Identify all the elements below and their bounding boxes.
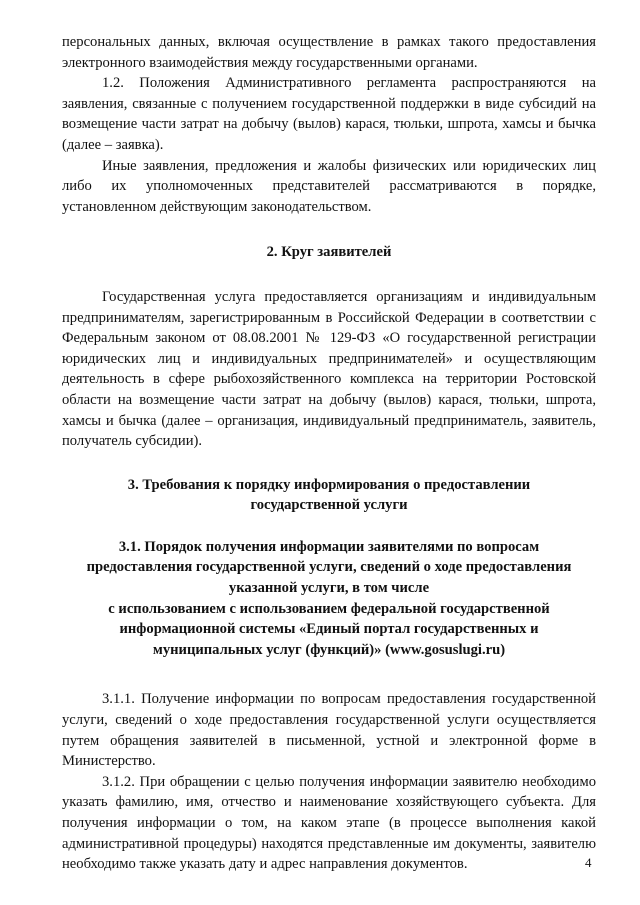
heading-section-3: [62, 475, 596, 516]
document-page: [62, 32, 596, 875]
paragraph-other-appeals: Иные заявления, предложения и жалобы физических или юридических лиц либо их уполномоченных представителей рассматриваются в порядке, установленном действующим законодательством.: [62, 157, 596, 215]
paragraph-3-1-2: 3.1.2. При обращении с целью получения информации заявителю необходимо указать фамилию, имя, отчество и наименование хозяйствующего субъекта. Для получения информации о том, на каком этапе (в процессе выполнения какой административной процедуры) находятся представленные им документы, заявителю необходимо также указать дату и адрес направления документов.: [62, 773, 596, 873]
heading-3-1-line-1: 3.1. Порядок получения информации заявителями по вопросам: [118, 538, 540, 555]
paragraph-1-2: 1.2. Положения Административного регламента распространяются на заявления, связанные с получением государственной поддержки в виде субсидий на возмещение части затрат на добычу (вылов) карася, тюльки, шпрота, хамсы и бычка (далее – заявка).: [62, 75, 596, 153]
heading-section-3-1: [62, 537, 596, 661]
heading-3-1-line-3: указанной услуги, в том числе: [228, 580, 430, 597]
heading-3-1-line-4: с использованием с использованием федеральной государственной: [108, 600, 550, 617]
heading-section-2: 2. Круг заявителей: [266, 244, 392, 261]
paragraph-applicants: Государственная услуга предоставляется организациям и индивидуальным предпринимателям, зарегистрированным в Российской Федерации в соответствии с Федеральным законом от 08.08.2001 № 129-ФЗ «О государственной регистрации юридических лиц и индивидуальных предпринимателей» и осуществляющим деятельность в сфере рыбохозяйственного комплекса на территории Ростовской области на возмещение части затрат на добычу (вылов) карася, тюльки, шпрота, хамсы и бычка (далее – организация, индивидуальный предприниматель, заявитель, получатель субсидии).: [62, 288, 596, 450]
paragraph-continuation: персональных данных, включая осуществление в рамках такого предоставления электронного взаимодействия между государственными органами.: [62, 34, 596, 71]
heading-section-3-line-1: 3. Требования к порядку информирования о предоставлении: [127, 476, 531, 493]
heading-section-3-line-2: государственной услуги: [250, 497, 408, 514]
heading-3-1-line-2: предоставления государственной услуги, сведений о ходе предоставления: [86, 559, 572, 576]
heading-3-1-line-6: муниципальных услуг (функций)» (www.gosuslugi.ru): [152, 641, 506, 658]
page-number: 4: [585, 855, 592, 870]
paragraph-3-1-1: 3.1.1. Получение информации по вопросам предоставления государственной услуги, сведений о ходе предоставления государственной услуги осуществляется путем обращения заявителей в письменной, устной и электронной форме в Министерство.: [62, 691, 596, 770]
heading-3-1-line-5: информационной системы «Единый портал государственных и: [119, 621, 539, 638]
